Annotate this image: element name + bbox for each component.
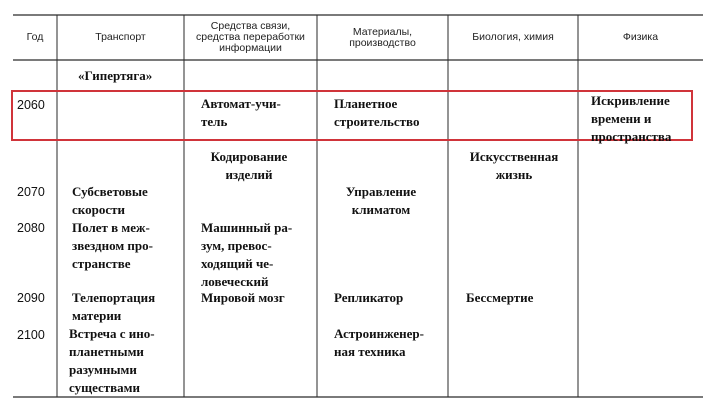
- cell-year-2100: 2100: [17, 328, 45, 342]
- cell-year-2080: 2080: [17, 221, 45, 235]
- cell-materials-2070: Управление климатом: [345, 184, 417, 217]
- cell-materials-2100: Астроинженер- ная техника: [334, 326, 424, 359]
- cell-transport-2070: Субсветовые скорости: [72, 184, 148, 217]
- cell-communications-coding: Кодирование изделий: [210, 149, 288, 182]
- cell-transport-hypertraction: «Гипертяга»: [78, 68, 153, 83]
- header-physics: Физика: [622, 31, 659, 43]
- cell-communications-2080: Машинный ра- зум, превос- ходящий че- ловеческий: [201, 220, 293, 289]
- cell-year-2070: 2070: [17, 185, 45, 199]
- header-materials: Материалы, производство: [349, 25, 416, 49]
- header-year: Год: [26, 31, 44, 43]
- header-transport: Транспорт: [95, 31, 146, 43]
- cell-communications-2090: Мировой мозг: [201, 290, 285, 305]
- cell-transport-2090: Телепортация материи: [72, 290, 156, 323]
- cell-materials-2090: Репликатор: [334, 290, 404, 305]
- cell-year-2090: 2090: [17, 291, 45, 305]
- cell-transport-2100: Встреча с ино- планетными разумными существами: [69, 326, 155, 395]
- cell-physics-2060: Искривление времени и пространства: [591, 93, 672, 144]
- header-biology: Биология, химия: [472, 31, 554, 43]
- cell-transport-2080: Полет в меж- звездном про- странстве: [72, 220, 153, 271]
- cell-biology-2090: Бессмертие: [466, 290, 534, 305]
- cell-year-2060: 2060: [17, 98, 45, 112]
- header-communications: Средства связи, средства переработки информации: [196, 20, 305, 54]
- cell-materials-2060: Планетное строительство: [334, 96, 420, 129]
- cell-communications-2060: Автомат-учи- тель: [201, 96, 281, 129]
- cell-biology-artificial-life: Искусственная жизнь: [469, 149, 559, 182]
